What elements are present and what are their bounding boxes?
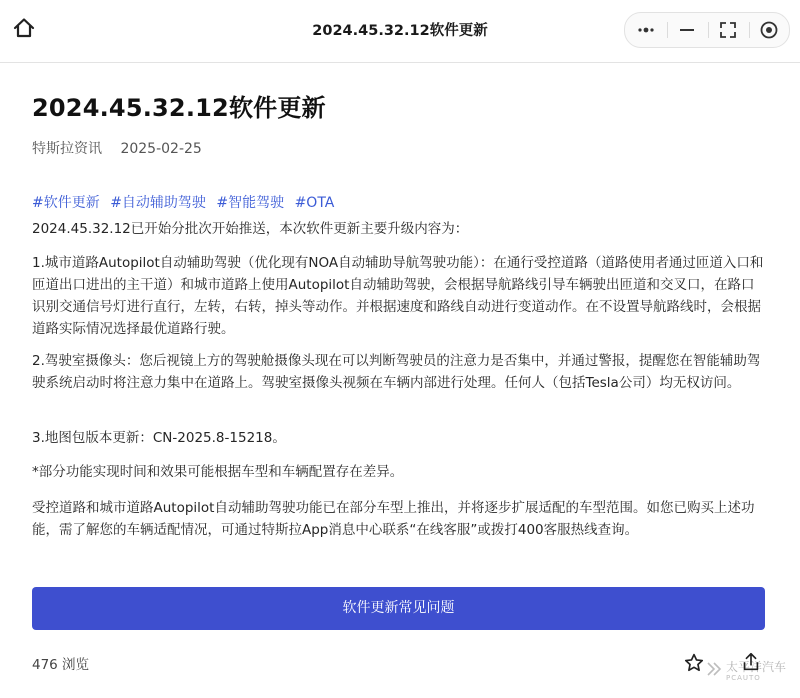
intro-paragraph: 2024.45.32.12已开始分批次开始推送，本次软件更新主要升级内容为： — [32, 221, 469, 237]
tag-smart-driving[interactable]: #智能驾驶 — [216, 195, 285, 211]
tag-list — [32, 192, 340, 212]
collapse-icon — [718, 20, 738, 40]
article-container — [0, 63, 800, 698]
tag-autopilot[interactable]: #自动辅助驾驶 — [110, 195, 206, 211]
note-paragraph: *部分功能实现时间和效果可能根据车型和车辆配置存在差异。 — [32, 464, 404, 480]
item-3-paragraph: 3.地图包版本更新：CN-2025.8-15218。 — [32, 430, 286, 446]
faq-button[interactable]: 软件更新常见问题 — [32, 587, 765, 630]
window-title: 2024.45.32.12软件更新 — [312, 23, 488, 39]
window-controls — [624, 12, 790, 48]
article-meta — [32, 138, 216, 158]
minimize-icon — [677, 20, 697, 40]
closing-paragraph: 受控道路和城市道路Autopilot自动辅助驾驶功能已在部分车型上推出，并将逐步扩展适配的车型范围。如您已购买上述功能，需了解您的车辆适配情况，可通过特斯拉App消息中心联系“在线客服”或拨打400客服热线查询。 — [32, 500, 755, 538]
more-button[interactable] — [627, 13, 665, 47]
article-date: 2025-02-25 — [120, 141, 202, 157]
tag-software-update[interactable]: #软件更新 — [32, 195, 100, 211]
share-icon[interactable] — [740, 651, 762, 673]
collapse-button[interactable] — [709, 13, 747, 47]
home-icon[interactable] — [10, 14, 38, 42]
article-title: 2024.45.32.12软件更新 — [32, 94, 326, 122]
article-source[interactable]: 特斯拉资讯 — [32, 141, 102, 157]
more-icon — [636, 20, 656, 40]
minimize-button[interactable] — [668, 13, 706, 47]
item-2-paragraph: 2.驾驶室摄像头：您后视镜上方的驾驶舱摄像头现在可以判断驾驶员的注意力是否集中，并通过警报，提醒您在智能辅助驾驶系统启动时将注意力集中在道路上。驾驶室摄像头视频在车辆内部进行处理。任何人（包括Tesla公司）均无权访问。 — [32, 353, 761, 391]
view-count: 476 浏览 — [32, 657, 90, 673]
watermark-subtext: PCAUTO — [726, 674, 761, 682]
item-1-paragraph: 1.城市道路Autopilot自动辅助驾驶（优化现有NOA自动辅助导航驾驶功能）：在通行受控道路（道路使用者通过匝道入口和匝道出口进出的主干道）和城市道路上使用Autopilot自动辅助驾驶，会根据导航路线引导车辆驶出匝道和交叉口，在路口识别交通信号灯进行直行，左转，右转，掉头等动作。并根据速度和路线自动进行变道动作。在不设置导航路线时，会根据道路实际情况选择最优道路行驶。 — [32, 255, 764, 337]
watermark-logo-icon — [706, 661, 722, 677]
close-button[interactable] — [750, 13, 788, 47]
target-icon — [759, 20, 779, 40]
title-bar — [0, 0, 800, 63]
star-icon[interactable] — [683, 652, 705, 674]
watermark-text: 太平洋汽车 — [726, 660, 787, 674]
tag-ota[interactable]: #OTA — [294, 195, 335, 211]
